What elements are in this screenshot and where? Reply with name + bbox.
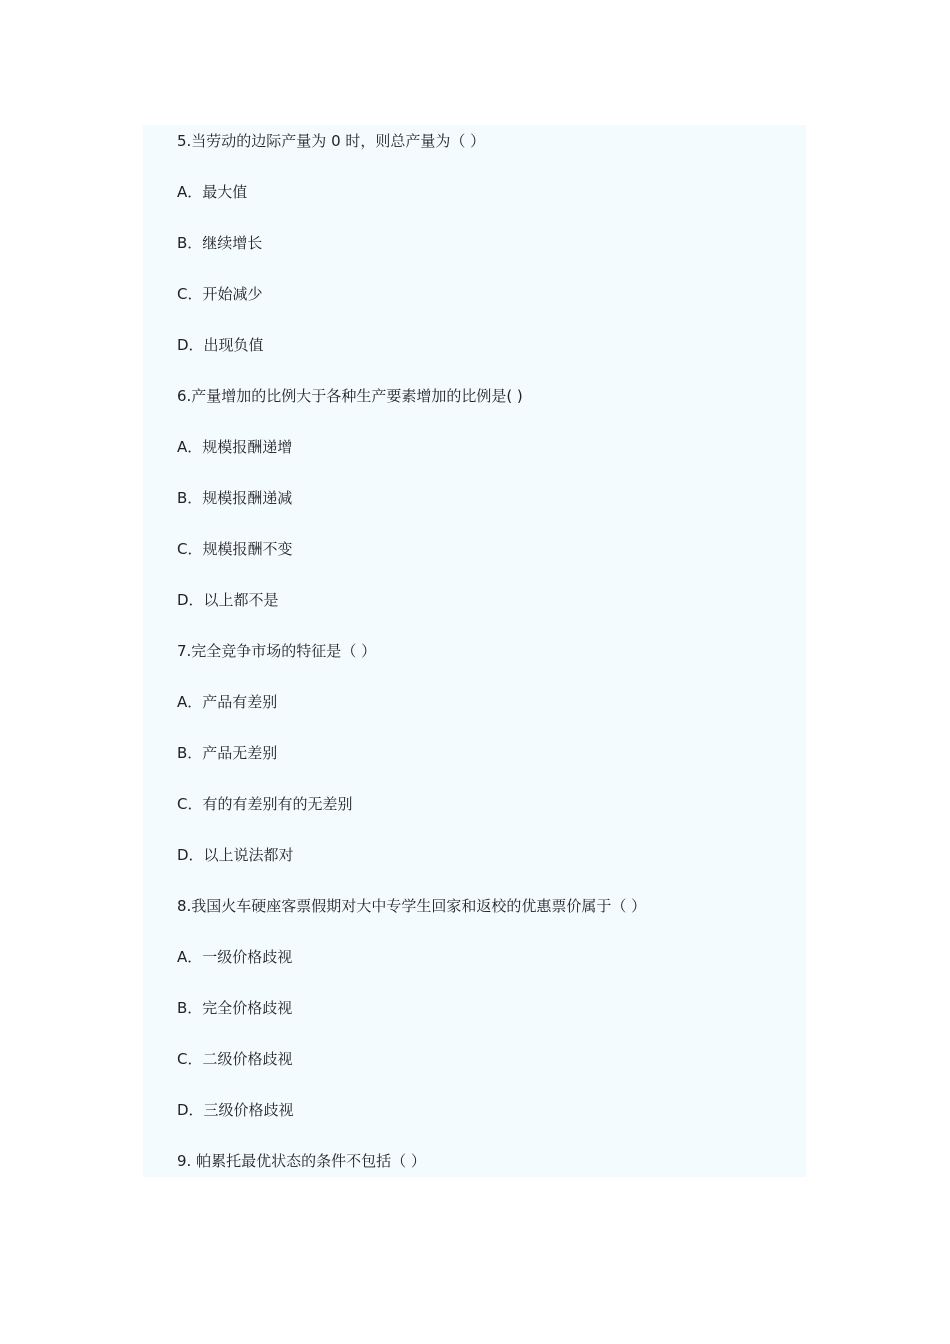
question-7-option-d: D．以上说法都对 [177,846,294,864]
question-8-option-c: C．二级价格歧视 [177,1050,293,1068]
question-6-option-b: B．规模报酬递减 [177,489,293,507]
question-6-option-d: D．以上都不是 [177,591,279,609]
question-6-stem: 6.产量增加的比例大于各种生产要素增加的比例是( ) [177,387,523,405]
question-5-stem: 5.当劳动的边际产量为 0 时，则总产量为（ ） [177,132,486,150]
question-9-stem: 9. 帕累托最优状态的条件不包括（ ） [177,1152,426,1170]
question-8-option-b: B．完全价格歧视 [177,999,293,1017]
question-7-stem: 7.完全竞争市场的特征是（ ） [177,642,377,660]
question-8-stem: 8.我国火车硬座客票假期对大中专学生回家和返校的优惠票价属于（ ） [177,897,647,915]
question-8-option-a: A．一级价格歧视 [177,948,293,966]
question-5-option-a: A．最大值 [177,183,248,201]
question-7-option-b: B．产品无差别 [177,744,278,762]
question-5-option-c: C．开始减少 [177,285,263,303]
question-8-option-d: D．三级价格歧视 [177,1101,294,1119]
question-6-option-c: C．规模报酬不变 [177,540,293,558]
question-5-option-d: D．出现负值 [177,336,264,354]
question-6-option-a: A．规模报酬递增 [177,438,293,456]
question-7-option-a: A．产品有差别 [177,693,278,711]
question-5-option-b: B．继续增长 [177,234,263,252]
question-7-option-c: C．有的有差别有的无差别 [177,795,353,813]
